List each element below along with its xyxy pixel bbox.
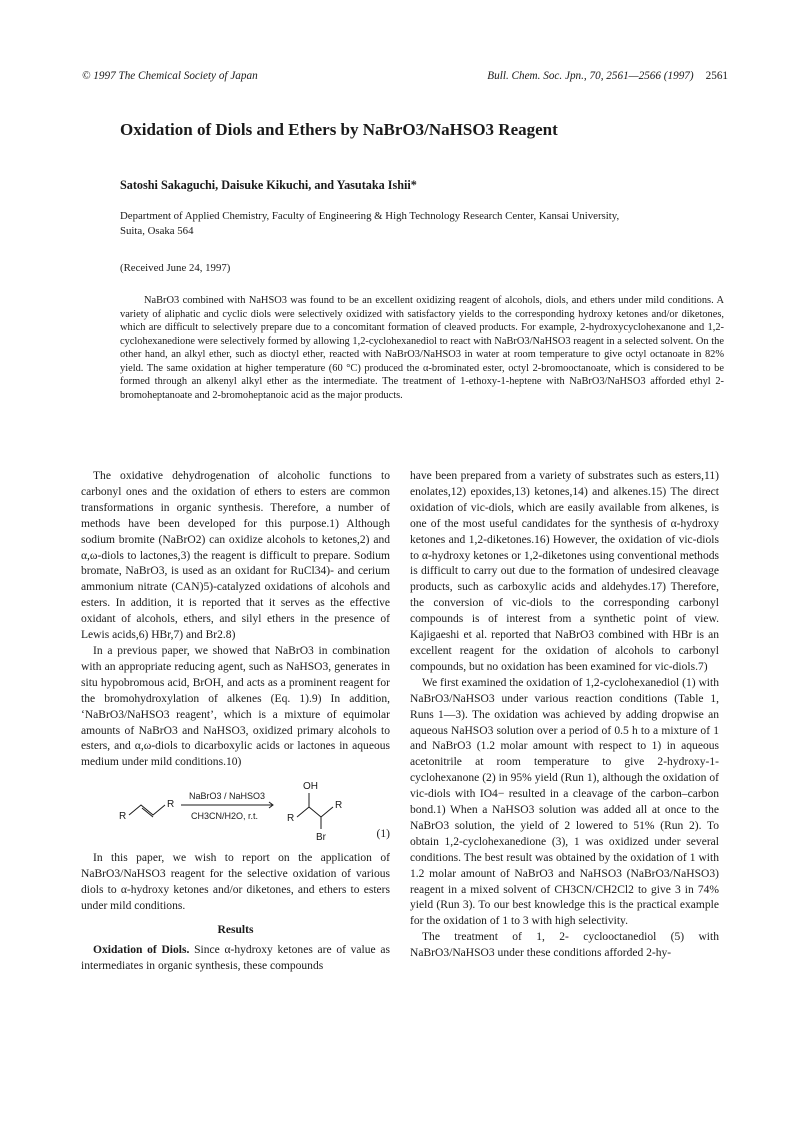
double-bond-line [142, 808, 153, 817]
bromine-label: Br [316, 832, 326, 844]
paragraph: The oxidative dehydrogenation of alcoholic functions to carbonyl ones and the oxidation of ethers to esters are common transformations in organic synthesis. Therefore, a number of methods have been developed for this purpose.1) Although sodium bromite (NaBrO2) can oxidize alcohols to ketones,2) and α,ω-diols to lactones,3) the reagent is difficult to prepare. Sodium bromate, NaBrO3, is used as an oxidant for RuCl34)- and cerium ammonium nitrate (CAN)5)-catalyzed oxidations of alcohols and esters. In addition, it is reported that it serves as the effective oxidant of alcohols, ethers, and silyl ethers in the presence of Lewis acids,6) HBr,7) and Br2.8) [81, 470, 390, 642]
section-heading: Results [217, 923, 254, 936]
r-group-right: R [167, 799, 175, 811]
paragraph: In this paper, we wish to report on the application of NaBrO3/NaHSO3 reagent for the selective oxidation of various diols to α-hydroxy ketones and/or diketones, and ethers to esters under mild conditions. [81, 852, 390, 912]
left-column [81, 469, 390, 975]
abstract [120, 294, 724, 402]
right-column [410, 469, 719, 962]
r-group-product-left: R [287, 813, 295, 825]
r-group-product-right: R [335, 800, 343, 812]
paragraph: The treatment of 1, 2- cyclooctanediol (5) with NaBrO3/NaHSO3 under these conditions afforded 2-hy- [410, 931, 719, 960]
paragraph: In a previous paper, we showed that NaBrO3 in combination with an appropriate reducing agent, such as NaHSO3, generates in situ hypobromous acid, BrOH, and acts as a prominent reagent for the bromohydroxylation of alkenes (Eq. 1).9) In addition, ‘NaBrO3/NaHSO3 reagent’, which is a mixture of equimolar amounts of NaBrO3 and NaHSO3, oxidized primary alcohols to esters, and α,ω-diols to dicarboxylic acids or lactones in aqueous medium under mild conditions.10) [81, 644, 390, 769]
reagent-label: NaBrO3 / NaHSO3 [189, 791, 266, 802]
author-list: Satoshi Sakaguchi, Daisuke Kikuchi, and Yasutaka Ishii* [120, 178, 417, 192]
citation-line: Bull. Chem. Soc. Jpn., 70, 2561—2566 (1997) 2561 [487, 70, 728, 82]
page-number: 2561 [705, 70, 728, 82]
affiliation: Department of Applied Chemistry, Faculty of Engineering & High Technology Research Center, Kansai University, Suita, Osaka 564 [120, 210, 620, 237]
copyright-line: © 1997 The Chemical Society of Japan [82, 70, 258, 82]
paragraph: We first examined the oxidation of 1,2-cyclohexanediol (1) with NaBrO3/NaHSO3 under various reaction conditions (Table 1, Runs 1—3). The oxidation was achieved by adding dropwise an aqueous NaHSO3 solution over a period of 0.5 h to a mixture of 1 and NaBrO3 (1.2 molar amount with respect to 1) in aqueous acetonitrile at room temperature to give 2-hydroxy-1-cyclohexanone (2) in 95% yield (Run 1), although the oxidation of vic-diols with IO4− resulted in a cleavage of the carbon–carbon bond.1) When a NaHSO3 solution was added all at once to the NaBrO3 solution, the yield of 2 lowered to 51% (Run 2). To obtain 1,2-cyclohexanedione (3), 1 was oxidized under several conditions. The best result was obtained by the oxidation of 1 with 1.2 molar amount of NaBrO3 and NaHSO3 (NaBrO3/NaHSO3) reagent in a mixed solvent of CH3CN/CH2Cl2 to give 3 in 74% yield (Run 3). To our best knowledge this is the practical example for the oxidation of 1 to 3 with high selectivity. [410, 676, 719, 928]
reaction-scheme [81, 775, 390, 847]
received-date: (Received June 24, 1997) [120, 262, 231, 274]
reaction-diagram [111, 775, 361, 847]
product-chain [297, 807, 333, 817]
running-header [82, 70, 728, 86]
solvent-label: CH3CN/H2O, r.t. [191, 811, 259, 822]
paragraph: Oxidation of Diols. Since α-hydroxy ketones are of value as intermediates in organic synthesis, these compounds [81, 943, 390, 972]
equation-number: (1) [376, 828, 390, 841]
alkene-bond [129, 805, 165, 815]
subsection-heading: Oxidation of Diols. [93, 943, 190, 956]
article-title: Oxidation of Diols and Ethers by NaBrO3/NaHSO3 Reagent [120, 120, 558, 139]
hydroxyl-label: OH [303, 781, 318, 793]
paragraph: have been prepared from a variety of substrates such as esters,11) enolates,12) epoxides,13) ketones,14) and alkenes.15) The direct oxidation of vic-diols, which are easily available from alkenes, is one of the most useful candidates for the synthesis of α-hydroxy ketones and 1,2-diketones.16) However, the oxidation of vic-diols to α-hydroxy ketones or 1,2-diketones using conventional methods is difficult to carry out due to the formation of undesired cleavage products, such as carboxylic acids and aldehydes.17) Therefore, the conversion of vic-diols to the corresponding carbonyl compounds is of interest from a synthetic point of view. Kajigaeshi et al. reported that NaBrO3 combined with HBr is an excellent reagent for the oxidation of alcohols to carbonyl compounds, but no oxidation has been examined for vic-diols.7) [410, 470, 719, 673]
r-group-left: R [119, 811, 127, 823]
abstract-text: NaBrO3 combined with NaHSO3 was found to be an excellent oxidizing reagent of alcohols, diols, and ethers under mild conditions. A variety of aliphatic and cyclic diols were selectively oxidized with satisfactory yields to the corresponding hydroxy ketones and/or diketones, which are difficult to selectively prepare due to a concomitant formation of cleaved products. For example, 2-hydroxycyclohexanone and 1,2-cyclohexanedione were selectively formed by allowing 1,2-cyclohexanediol to react with NaBrO3/NaHSO3 reagent in a selected solvent. On the other hand, an alkyl ether, such as dioctyl ether, reacted with NaBrO3/NaHSO3 in water at room temperature to give octyl octanoate in 82% yield. The same oxidation at higher temperature (60 °C) produced the α-brominated ester, octyl 2-bromooctanoate, which is considered to be formed through an alkenyl alkyl ether as the intermediate. The treatment of 1-ethoxy-1-heptene with NaBrO3/NaHSO3 afforded ethyl 2-bromoheptanoate and 2-bromoheptanoic acid as the major products. [120, 295, 724, 401]
